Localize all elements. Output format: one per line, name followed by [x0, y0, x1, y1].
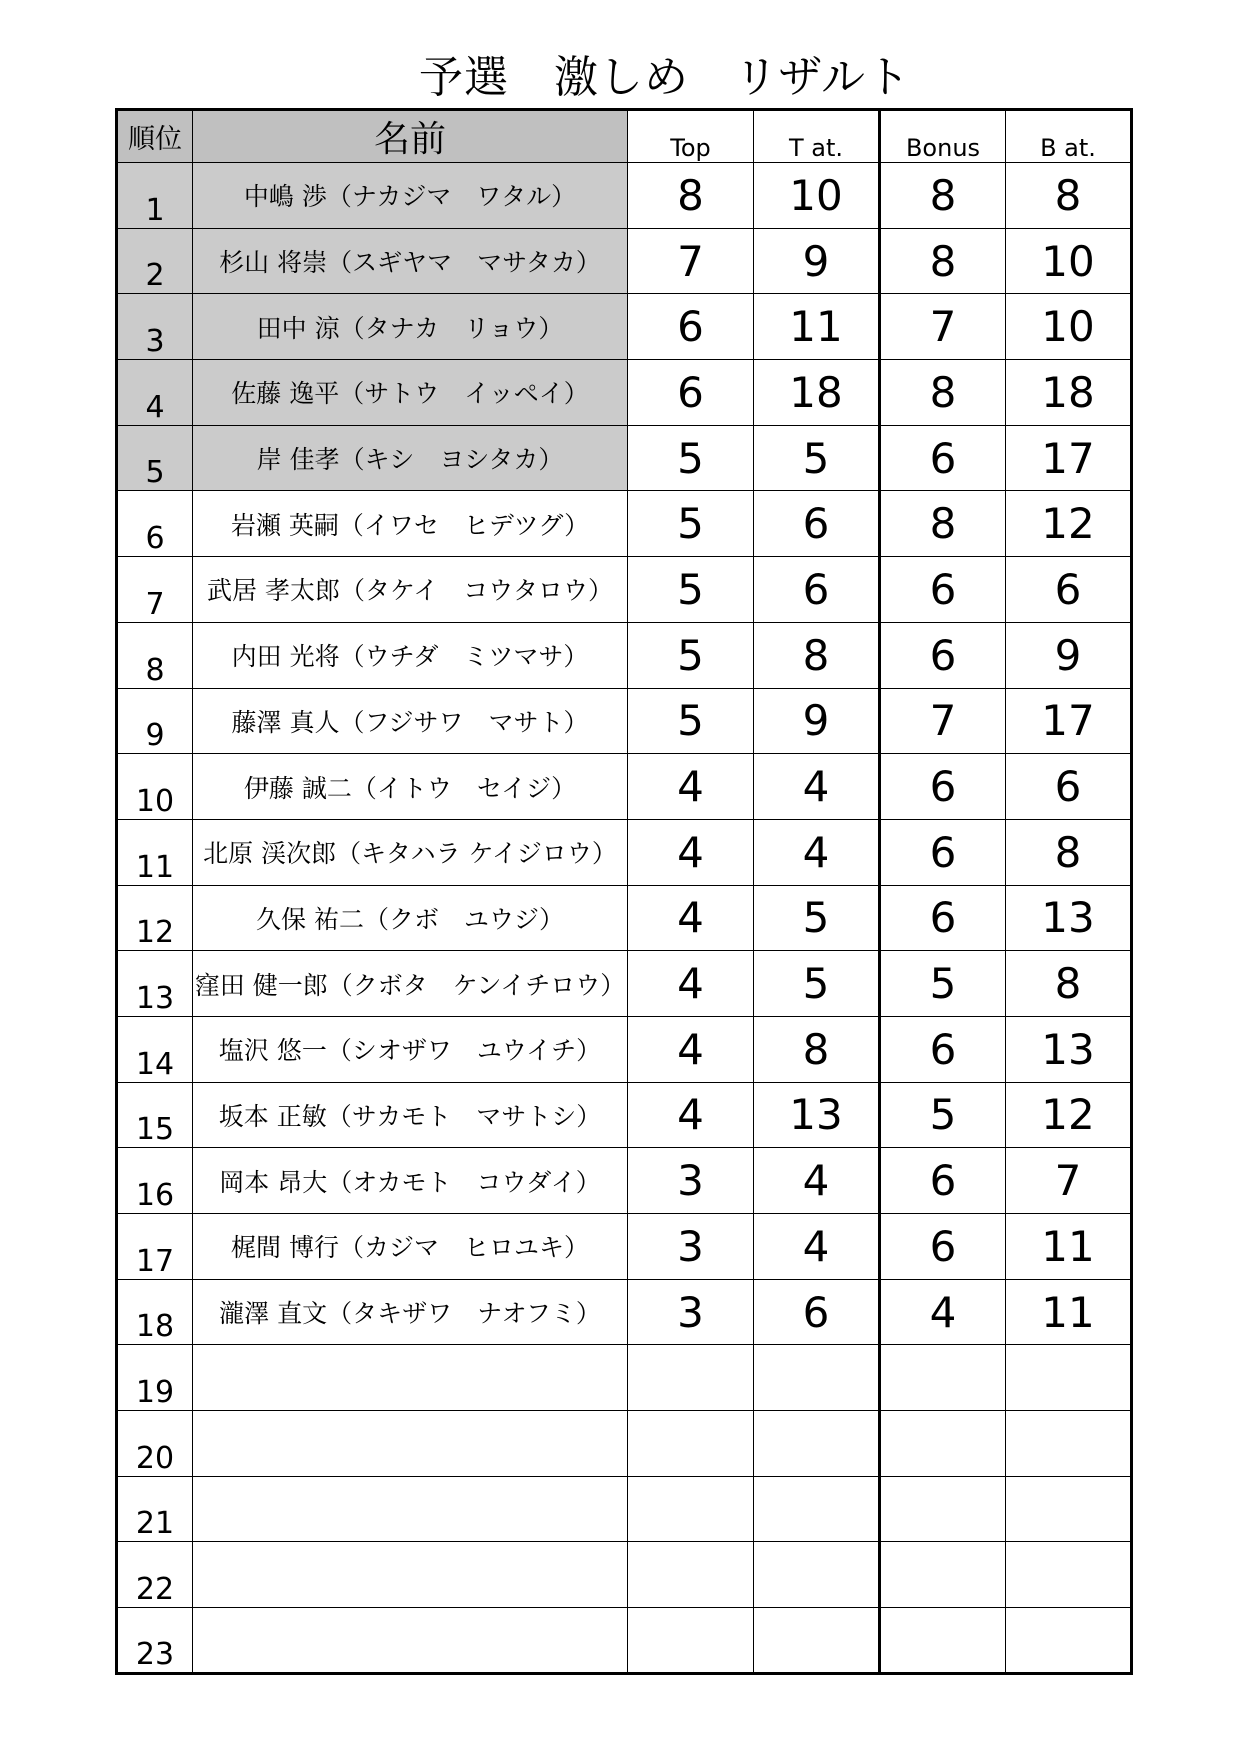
bonus-attempts-cell: 13: [1006, 885, 1132, 951]
bonus-attempts-cell: 8: [1006, 951, 1132, 1017]
top-cell: 4: [628, 1082, 754, 1148]
bonus-attempts-cell: 6: [1006, 557, 1132, 623]
bonus-cell: 6: [880, 557, 1006, 623]
bonus-cell: [880, 1345, 1006, 1411]
column-header-bonus-attempts: B at.: [1006, 110, 1132, 163]
bonus-attempts-cell: 7: [1006, 1148, 1132, 1214]
table-row: [117, 1476, 1132, 1542]
rank-cell: 7: [117, 557, 193, 623]
top-attempts-cell: 8: [754, 622, 880, 688]
top-attempts-cell: [754, 1476, 880, 1542]
bonus-cell: [880, 1411, 1006, 1477]
bonus-cell: [880, 1542, 1006, 1608]
bonus-cell: 6: [880, 425, 1006, 491]
top-attempts-cell: 5: [754, 951, 880, 1017]
name-cell: 杉山 将崇（スギヤマ マサタカ）: [193, 228, 628, 294]
bonus-cell: 4: [880, 1279, 1006, 1345]
rank-cell: 17: [117, 1214, 193, 1280]
rank-cell: 12: [117, 885, 193, 951]
top-attempts-cell: [754, 1608, 880, 1674]
rank-cell: 23: [117, 1608, 193, 1674]
results-table: [115, 108, 1133, 1675]
table-row: [117, 951, 1132, 1017]
name-cell: 田中 涼（タナカ リョウ）: [193, 294, 628, 360]
top-cell: 4: [628, 1016, 754, 1082]
rank-cell: 2: [117, 228, 193, 294]
top-attempts-cell: 4: [754, 1148, 880, 1214]
bonus-attempts-cell: 11: [1006, 1279, 1132, 1345]
top-cell: 6: [628, 360, 754, 426]
name-cell: 岡本 昂大（オカモト コウダイ）: [193, 1148, 628, 1214]
bonus-attempts-cell: 8: [1006, 163, 1132, 229]
table-row: [117, 754, 1132, 820]
name-cell: 坂本 正敏（サカモト マサトシ）: [193, 1082, 628, 1148]
bonus-cell: 6: [880, 1148, 1006, 1214]
table-row: [117, 1016, 1132, 1082]
name-cell: 中嶋 渉（ナカジマ ワタル）: [193, 163, 628, 229]
top-cell: 3: [628, 1148, 754, 1214]
results-body: [117, 163, 1132, 1674]
top-cell: 5: [628, 688, 754, 754]
bonus-attempts-cell: 9: [1006, 622, 1132, 688]
rank-cell: 4: [117, 360, 193, 426]
table-header-row: [117, 110, 1132, 163]
table-row: [117, 622, 1132, 688]
rank-cell: 15: [117, 1082, 193, 1148]
rank-cell: 16: [117, 1148, 193, 1214]
top-attempts-cell: 6: [754, 1279, 880, 1345]
table-row: [117, 1082, 1132, 1148]
column-header-top: Top: [628, 110, 754, 163]
bonus-attempts-cell: 10: [1006, 228, 1132, 294]
top-cell: 4: [628, 819, 754, 885]
rank-cell: 20: [117, 1411, 193, 1477]
bonus-cell: 8: [880, 163, 1006, 229]
table-row: [117, 1148, 1132, 1214]
table-row: [117, 1411, 1132, 1477]
rank-cell: 10: [117, 754, 193, 820]
top-attempts-cell: 6: [754, 491, 880, 557]
rank-cell: 22: [117, 1542, 193, 1608]
top-cell: [628, 1411, 754, 1477]
top-cell: 4: [628, 951, 754, 1017]
top-cell: 4: [628, 885, 754, 951]
top-cell: [628, 1608, 754, 1674]
bonus-cell: 8: [880, 228, 1006, 294]
table-row: [117, 1608, 1132, 1674]
bonus-attempts-cell: 10: [1006, 294, 1132, 360]
bonus-cell: [880, 1476, 1006, 1542]
top-cell: [628, 1542, 754, 1608]
bonus-cell: 6: [880, 1214, 1006, 1280]
name-cell: [193, 1542, 628, 1608]
top-cell: 3: [628, 1279, 754, 1345]
bonus-cell: 6: [880, 754, 1006, 820]
name-cell: [193, 1476, 628, 1542]
top-cell: 3: [628, 1214, 754, 1280]
top-attempts-cell: 18: [754, 360, 880, 426]
top-cell: 8: [628, 163, 754, 229]
bonus-cell: 8: [880, 491, 1006, 557]
table-row: [117, 557, 1132, 623]
name-cell: [193, 1411, 628, 1477]
table-row: [117, 885, 1132, 951]
rank-cell: 8: [117, 622, 193, 688]
rank-cell: 14: [117, 1016, 193, 1082]
rank-cell: 1: [117, 163, 193, 229]
bonus-attempts-cell: [1006, 1476, 1132, 1542]
bonus-attempts-cell: [1006, 1608, 1132, 1674]
name-cell: [193, 1345, 628, 1411]
top-attempts-cell: [754, 1542, 880, 1608]
top-cell: [628, 1476, 754, 1542]
top-attempts-cell: [754, 1345, 880, 1411]
table-row: [117, 425, 1132, 491]
column-header-top-attempts: T at.: [754, 110, 880, 163]
name-cell: 岩瀬 英嗣（イワセ ヒデツグ）: [193, 491, 628, 557]
rank-cell: 6: [117, 491, 193, 557]
rank-cell: 13: [117, 951, 193, 1017]
table-row: [117, 228, 1132, 294]
rank-cell: 21: [117, 1476, 193, 1542]
name-cell: 岸 佳孝（キシ ヨシタカ）: [193, 425, 628, 491]
bonus-cell: 7: [880, 688, 1006, 754]
table-row: [117, 491, 1132, 557]
name-cell: 藤澤 真人（フジサワ マサト）: [193, 688, 628, 754]
top-attempts-cell: 8: [754, 1016, 880, 1082]
rank-cell: 5: [117, 425, 193, 491]
bonus-cell: 6: [880, 819, 1006, 885]
bonus-attempts-cell: 17: [1006, 425, 1132, 491]
bonus-attempts-cell: 12: [1006, 1082, 1132, 1148]
bonus-cell: 6: [880, 1016, 1006, 1082]
top-attempts-cell: [754, 1411, 880, 1477]
bonus-attempts-cell: 11: [1006, 1214, 1132, 1280]
top-attempts-cell: 13: [754, 1082, 880, 1148]
bonus-attempts-cell: 13: [1006, 1016, 1132, 1082]
top-cell: 5: [628, 557, 754, 623]
bonus-attempts-cell: 8: [1006, 819, 1132, 885]
top-attempts-cell: 9: [754, 228, 880, 294]
top-attempts-cell: 10: [754, 163, 880, 229]
name-cell: 久保 祐二（クボ ユウジ）: [193, 885, 628, 951]
name-cell: 北原 渓次郎（キタハラ ケイジロウ）: [193, 819, 628, 885]
column-header-rank: 順位: [117, 110, 193, 163]
table-row: [117, 1345, 1132, 1411]
table-row: [117, 1279, 1132, 1345]
table-row: [117, 688, 1132, 754]
table-row: [117, 163, 1132, 229]
name-cell: 佐藤 逸平（サトウ イッペイ）: [193, 360, 628, 426]
column-header-name: 名前: [193, 110, 628, 163]
table-row: [117, 819, 1132, 885]
table-row: [117, 294, 1132, 360]
top-attempts-cell: 4: [754, 1214, 880, 1280]
rank-cell: 3: [117, 294, 193, 360]
bonus-attempts-cell: 12: [1006, 491, 1132, 557]
name-cell: 窪田 健一郎（クボタ ケンイチロウ）: [193, 951, 628, 1017]
top-cell: [628, 1345, 754, 1411]
name-cell: 塩沢 悠一（シオザワ ユウイチ）: [193, 1016, 628, 1082]
page-title: 予選 激しめ リザルト: [419, 52, 911, 103]
bonus-attempts-cell: [1006, 1345, 1132, 1411]
table-row: [117, 360, 1132, 426]
top-attempts-cell: 9: [754, 688, 880, 754]
rank-cell: 11: [117, 819, 193, 885]
column-header-bonus: Bonus: [880, 110, 1006, 163]
name-cell: 武居 孝太郎（タケイ コウタロウ）: [193, 557, 628, 623]
top-attempts-cell: 11: [754, 294, 880, 360]
rank-cell: 18: [117, 1279, 193, 1345]
name-cell: 伊藤 誠二（イトウ セイジ）: [193, 754, 628, 820]
bonus-cell: 6: [880, 622, 1006, 688]
table-row: [117, 1542, 1132, 1608]
name-cell: [193, 1608, 628, 1674]
bonus-attempts-cell: [1006, 1411, 1132, 1477]
name-cell: 内田 光将（ウチダ ミツマサ）: [193, 622, 628, 688]
top-cell: 5: [628, 425, 754, 491]
top-attempts-cell: 5: [754, 425, 880, 491]
top-cell: 4: [628, 754, 754, 820]
rank-cell: 19: [117, 1345, 193, 1411]
name-cell: 梶間 博行（カジマ ヒロユキ）: [193, 1214, 628, 1280]
top-cell: 5: [628, 491, 754, 557]
bonus-cell: 5: [880, 951, 1006, 1017]
bonus-cell: [880, 1608, 1006, 1674]
rank-cell: 9: [117, 688, 193, 754]
bonus-attempts-cell: 18: [1006, 360, 1132, 426]
bonus-cell: 8: [880, 360, 1006, 426]
top-attempts-cell: 6: [754, 557, 880, 623]
top-cell: 6: [628, 294, 754, 360]
bonus-cell: 5: [880, 1082, 1006, 1148]
top-cell: 5: [628, 622, 754, 688]
top-attempts-cell: 4: [754, 819, 880, 885]
top-attempts-cell: 4: [754, 754, 880, 820]
bonus-attempts-cell: 6: [1006, 754, 1132, 820]
bonus-attempts-cell: 17: [1006, 688, 1132, 754]
top-attempts-cell: 5: [754, 885, 880, 951]
table-row: [117, 1214, 1132, 1280]
name-cell: 瀧澤 直文（タキザワ ナオフミ）: [193, 1279, 628, 1345]
bonus-cell: 6: [880, 885, 1006, 951]
top-cell: 7: [628, 228, 754, 294]
bonus-cell: 7: [880, 294, 1006, 360]
bonus-attempts-cell: [1006, 1542, 1132, 1608]
